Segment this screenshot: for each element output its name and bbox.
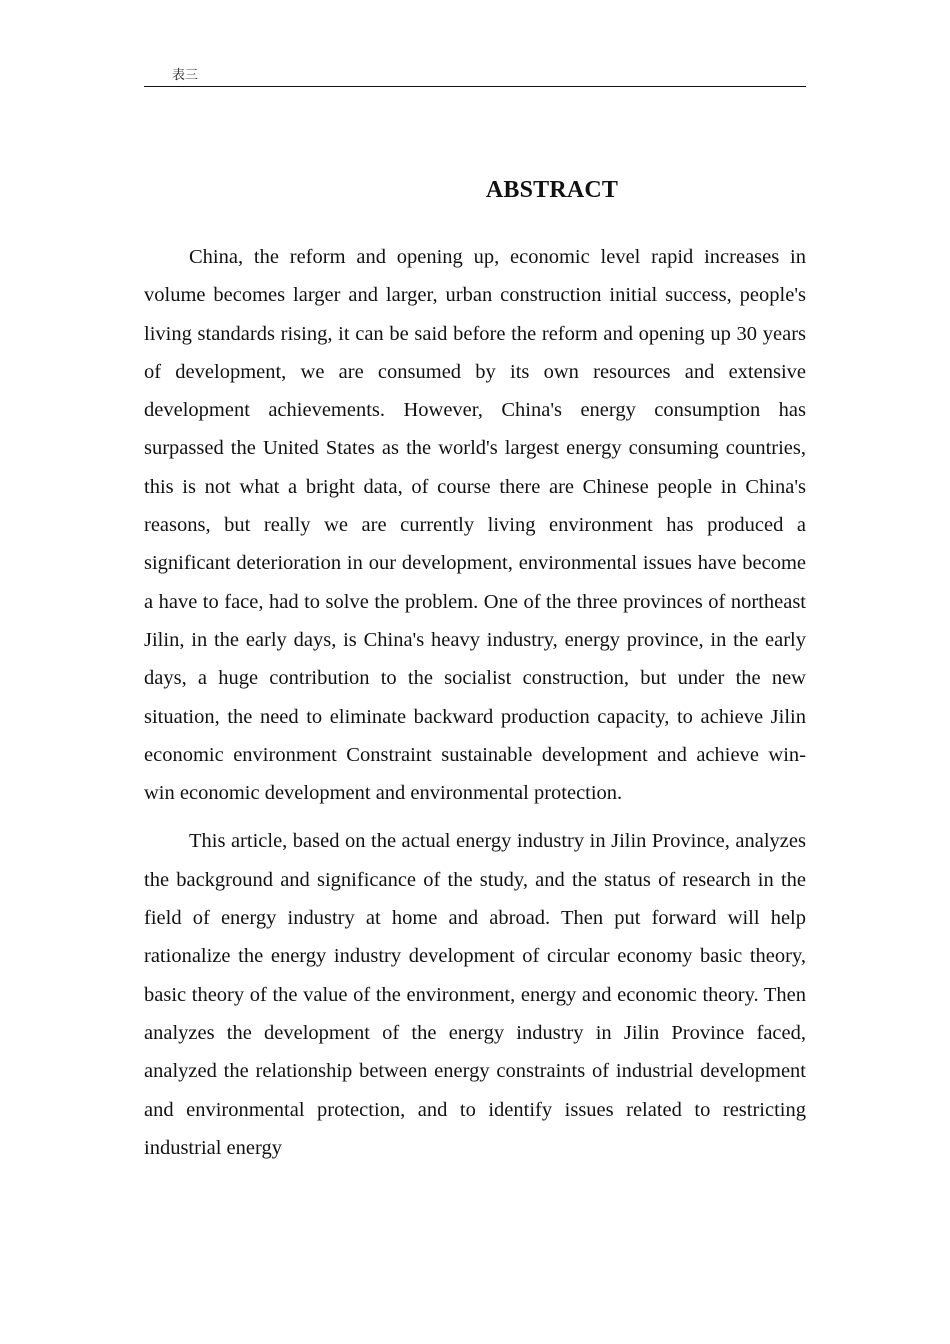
abstract-body [144, 238, 806, 1177]
running-header [144, 66, 806, 87]
abstract-paragraph-1: China, the reform and opening up, economic level rapid increases in volume becomes larger and larger, urban construction initial success, people's living standards rising, it can be said before the reform and opening up 30 years of development, we are consumed by its own resources and extensive development achievements. However, China's energy consumption has surpassed the United States as the world's largest energy consuming countries, this is not what a bright data, of course there are Chinese people in China's reasons, but really we are currently living environment has produced a significant deterioration in our development, environmental issues have become a have to face, had to solve the problem. One of the three provinces of northeast Jilin, in the early days, is China's heavy industry, energy province, in the early days, a huge contribution to the socialist construction, but under the new situation, the need to eliminate backward production capacity, to achieve Jilin economic environment Constraint sustainable development and achieve win-win economic development and environmental protection. [144, 246, 806, 805]
abstract-paragraph-2: This article, based on the actual energy industry in Jilin Province, analyzes the background and significance of the study, and the status of research in the field of energy industry at home and abroad. Then put forward will help rationalize the energy industry development of circular economy basic theory, basic theory of the value of the environment, energy and economic theory. Then analyzes the development of the energy industry in Jilin Province faced, analyzed the relationship between energy constraints of industrial development and environmental protection, and to identify issues related to restricting industrial energy [144, 830, 806, 1159]
abstract-title: ABSTRACT [485, 177, 619, 203]
running-header-title: 表三 [172, 68, 199, 83]
